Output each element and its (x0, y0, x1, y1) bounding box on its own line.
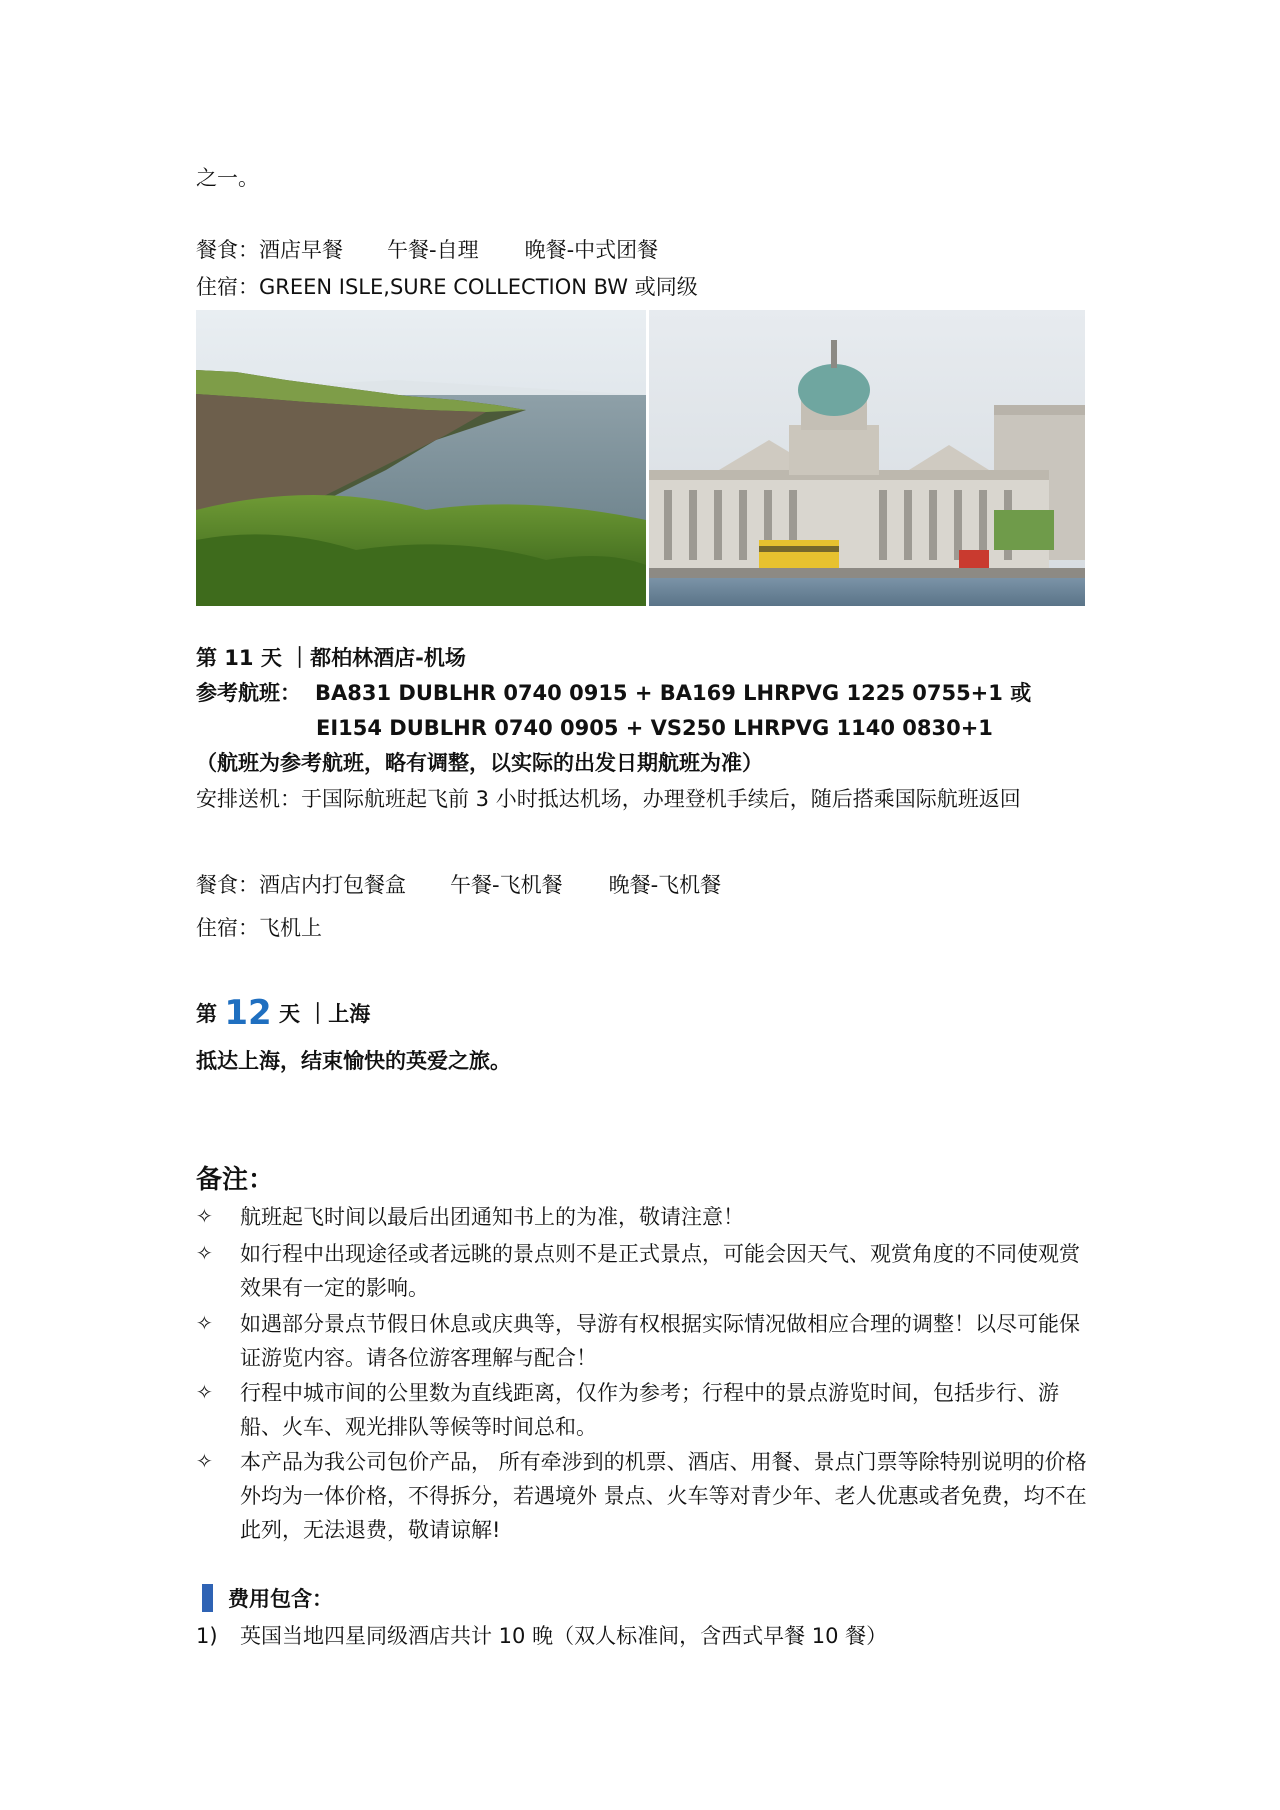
day11-hotel: 住宿：飞机上 (196, 916, 322, 940)
flights-line-1 (196, 678, 1031, 708)
dublin-custom-house-photo (649, 310, 1085, 606)
fee-item-text: 英国当地四星同级酒店共计 10 晚（双人标准间，含西式早餐 10 餐） (240, 1624, 888, 1648)
star-bullet-icon: ✧ (196, 1380, 213, 1404)
note-text: 行程中城市间的公里数为直线距离，仅作为参考；行程中的景点游览时间，包括步行、游船、火车、观光排队等候等时间总和。 (240, 1381, 1059, 1439)
cliffs-of-moher-photo (196, 310, 646, 606)
meals-label: 餐食： (196, 238, 259, 262)
day12-title (196, 993, 370, 1034)
fee-item-number: 1) (196, 1624, 218, 1648)
flight-option-2: EI154 DUBLHR 0740 0905 + VS250 LHRPVG 1140 0830+1 (316, 716, 993, 740)
meals-dinner: 晚餐-飞机餐 (608, 873, 722, 897)
day11-title: 第 11 天 ｜都柏林酒店-机场 (196, 646, 466, 670)
fees-title: 费用包含： (228, 1587, 333, 1611)
day12-suffix: 天 ｜上海 (278, 1002, 371, 1026)
flights-label: 参考航班： (196, 681, 301, 705)
flight-option-1: BA831 DUBLHR 0740 0915 + BA169 LHRPVG 1225 0755+1 或 (315, 681, 1032, 705)
meals-breakfast: 酒店内打包餐盒 (259, 873, 406, 897)
meals-breakfast: 酒店早餐 (259, 238, 343, 262)
note-text: 本产品为我公司包价产品， 所有牵涉到的机票、酒店、用餐、景点门票等除特别说明的价格外均为一体价格，不得拆分，若遇境外 景点、火车等对青少年、老人优惠或者免费，均不在此列，无法退费，敬请谅解! (240, 1450, 1087, 1542)
flight-note: （航班为参考航班，略有调整，以实际的出发日期航班为准） (196, 751, 763, 775)
continued-text: 之一。 (196, 166, 259, 190)
meals-label: 餐食： (196, 873, 259, 897)
note-text: 如行程中出现途径或者远眺的景点则不是正式景点，可能会因天气、观赏角度的不同使观赏效果有一定的影响。 (240, 1242, 1080, 1300)
airport-transfer: 安排送机：于国际航班起飞前 3 小时抵达机场，办理登机手续后，随后搭乘国际航班返回 (196, 787, 1021, 811)
star-bullet-icon: ✧ (196, 1449, 213, 1473)
day10-hotel: 住宿：GREEN ISLE,SURE COLLECTION BW 或同级 (196, 275, 698, 299)
section-bar-icon (202, 1584, 213, 1612)
note-text: 如遇部分景点节假日休息或庆典等，导游有权根据实际情况做相应合理的调整！以尽可能保证游览内容。请各位游客理解与配合！ (240, 1312, 1080, 1370)
notes-title: 备注： (196, 1165, 275, 1195)
star-bullet-icon: ✧ (196, 1204, 213, 1228)
day11-meals (196, 870, 721, 900)
photo-strip (196, 310, 1085, 606)
star-bullet-icon: ✧ (196, 1241, 213, 1265)
day12-summary: 抵达上海，结束愉快的英爱之旅。 (196, 1049, 511, 1073)
meals-lunch: 午餐-自理 (387, 238, 479, 262)
day10-meals (196, 235, 658, 265)
star-bullet-icon: ✧ (196, 1311, 213, 1335)
day12-number: 12 (224, 993, 272, 1033)
meals-lunch: 午餐-飞机餐 (450, 873, 563, 897)
note-text: 航班起飞时间以最后出团通知书上的为准，敬请注意！ (240, 1205, 744, 1229)
day12-prefix: 第 (196, 1002, 217, 1026)
meals-dinner: 晚餐-中式团餐 (524, 238, 659, 262)
